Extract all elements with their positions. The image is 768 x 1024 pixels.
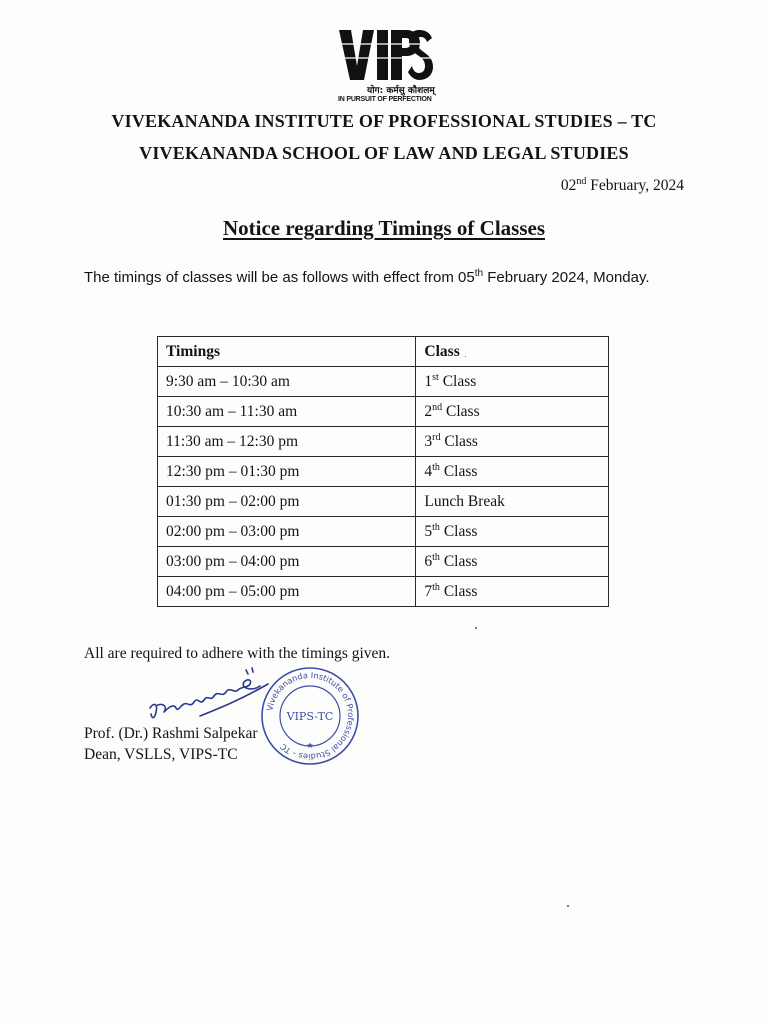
- row-class: [416, 457, 609, 487]
- row-timing: 04:00 pm – 05:00 pm: [158, 577, 416, 607]
- vips-logo: [337, 30, 437, 108]
- row-class: [416, 517, 609, 547]
- class-suffix: th: [432, 581, 440, 593]
- class-label: Class: [443, 552, 478, 570]
- table-row: [158, 367, 609, 397]
- row-class: [416, 487, 609, 517]
- intro-text-after: February 2024, Monday.: [483, 269, 650, 286]
- intro-suffix: th: [474, 268, 484, 279]
- class-number: 2: [424, 402, 433, 420]
- table-row: [158, 487, 609, 517]
- class-label: Lunch Break: [424, 492, 505, 510]
- signatory-block: [84, 723, 257, 765]
- stamp-center-text: VIPS-TC: [286, 710, 334, 723]
- class-label: Class: [444, 432, 478, 450]
- table-row: [158, 427, 609, 457]
- stamp-star-icon: ★: [306, 741, 314, 750]
- row-timing: 10:30 am – 11:30 am: [158, 397, 416, 427]
- school-name: VIVEKANANDA SCHOOL OF LAW AND LEGAL STUDIES: [139, 143, 629, 163]
- class-label: Class: [442, 372, 477, 390]
- class-label: Class: [443, 462, 478, 480]
- row-timing: 9:30 am – 10:30 am: [158, 367, 416, 397]
- table-body: [158, 367, 609, 607]
- row-timing: 12:30 pm – 01:30 pm: [158, 457, 416, 487]
- class-label: Class: [443, 522, 478, 540]
- notice-date: [561, 177, 684, 195]
- stamp-ring-text: Vivekananda Institute of Professional Studies - TC: [264, 669, 357, 763]
- intro-paragraph: [84, 265, 689, 291]
- paper-speck: [465, 356, 466, 357]
- institute-name: VIVEKANANDA INSTITUTE OF PROFESSIONAL STUDIES – TC: [111, 111, 657, 131]
- signatory-designation: Dean, VSLLS, VIPS-TC: [84, 746, 238, 763]
- signatory-name: Prof. (Dr.) Rashmi Salpekar: [84, 725, 258, 742]
- paper-speck: [567, 905, 569, 907]
- intro-text-before: The timings of classes will be as follows with effect from 05: [84, 269, 475, 286]
- class-number: 5: [424, 522, 433, 540]
- row-class: [416, 397, 609, 427]
- row-class: [416, 547, 609, 577]
- table-header-row: [158, 337, 609, 367]
- row-timing: 11:30 am – 12:30 pm: [158, 427, 416, 457]
- header-class: Class: [416, 337, 609, 367]
- class-suffix: th: [432, 551, 440, 563]
- class-suffix: st: [432, 371, 439, 383]
- class-number: 7: [424, 582, 433, 600]
- row-class: [416, 577, 609, 607]
- class-number: 3: [424, 432, 433, 450]
- table-row: [158, 517, 609, 547]
- row-timing: 01:30 pm – 02:00 pm: [158, 487, 416, 517]
- date-rest: February, 2024: [590, 177, 684, 194]
- class-suffix: th: [432, 521, 440, 533]
- logo-motto: योग: कर्मसु कौशलम्: [367, 86, 435, 96]
- date-suffix: nd: [576, 175, 587, 187]
- row-class: [416, 427, 609, 457]
- timings-table: [157, 336, 609, 607]
- table-row: [158, 457, 609, 487]
- date-day: 02: [560, 177, 577, 194]
- row-timing: 03:00 pm – 04:00 pm: [158, 547, 416, 577]
- header-timings: Timings: [158, 337, 416, 367]
- class-suffix: nd: [432, 401, 443, 413]
- official-stamp: [258, 664, 362, 768]
- class-suffix: rd: [432, 431, 441, 443]
- class-label: Class: [443, 582, 478, 600]
- class-label: Class: [446, 402, 480, 420]
- row-timing: 02:00 pm – 03:00 pm: [158, 517, 416, 547]
- notice-title: Notice regarding Timings of Classes: [222, 216, 545, 240]
- class-number: 4: [424, 462, 433, 480]
- class-number: 6: [424, 552, 433, 570]
- table-row: [158, 547, 609, 577]
- table-row: [158, 397, 609, 427]
- closing-line: All are required to adhere with the timings given.: [84, 645, 391, 662]
- row-class: [416, 367, 609, 397]
- vips-logo-letters: [337, 30, 433, 80]
- class-suffix: th: [432, 461, 440, 473]
- table-row: [158, 577, 609, 607]
- paper-speck: [475, 627, 477, 629]
- logo-tagline: IN PURSUIT OF PERFECTION: [338, 96, 432, 103]
- class-number: 1: [424, 372, 433, 390]
